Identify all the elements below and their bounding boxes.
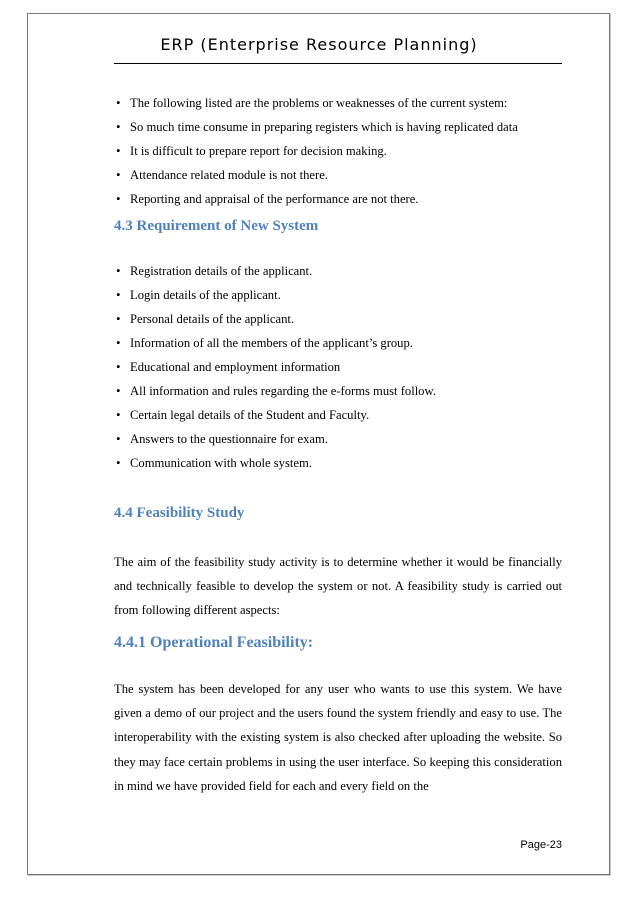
problems-list-item: • It is difficult to prepare report for decision making. xyxy=(130,139,518,163)
page-header-title: ERP (Enterprise Resource Planning) xyxy=(160,35,478,54)
requirements-list-item: • Registration details of the applicant. xyxy=(130,259,436,283)
requirements-list-item: • Personal details of the applicant. xyxy=(130,307,436,331)
section-4-4-heading: 4.4 Feasibility Study xyxy=(114,505,245,521)
operational-feasibility-paragraph: The system has been developed for any user who wants to use this system. We have given a demo of our project and the users found the system friendly and easy to use. The interoperability with the existing system is also checked after uploading the website. So they may face certain problems in using the user interface. So keeping this consideration in mind we have provided field for each and every field on the xyxy=(114,682,562,793)
header-rule xyxy=(114,63,562,64)
problems-list-item: • Reporting and appraisal of the performance are not there. xyxy=(130,187,518,211)
problems-list-item: • The following listed are the problems or weaknesses of the current system: xyxy=(130,91,518,115)
problems-list xyxy=(130,91,518,211)
requirements-list-item: • Answers to the questionnaire for exam. xyxy=(130,427,436,451)
requirements-list xyxy=(130,259,436,475)
section-4-4-1-heading: 4.4.1 Operational Feasibility: xyxy=(114,634,314,651)
requirements-list-item: • Information of all the members of the applicant’s group. xyxy=(130,331,436,355)
requirements-list-item: • Certain legal details of the Student and Faculty. xyxy=(130,403,436,427)
requirements-list-item: • Educational and employment information xyxy=(130,355,436,379)
problems-list-item: • Attendance related module is not there. xyxy=(130,163,518,187)
problems-list-item: • So much time consume in preparing registers which is having replicated data xyxy=(130,115,518,139)
page-number: Page-23 xyxy=(520,839,562,851)
requirements-list-item: • All information and rules regarding the e-forms must follow. xyxy=(130,379,436,403)
section-4-3-heading: 4.3 Requirement of New System xyxy=(114,218,319,234)
requirements-list-item: • Communication with whole system. xyxy=(130,451,436,475)
requirements-list-item: • Login details of the applicant. xyxy=(130,283,436,307)
feasibility-paragraph: The aim of the feasibility study activity is to determine whether it would be financially and technically feasible to develop the system or not. A feasibility study is carried out from following different aspects: xyxy=(114,555,562,618)
